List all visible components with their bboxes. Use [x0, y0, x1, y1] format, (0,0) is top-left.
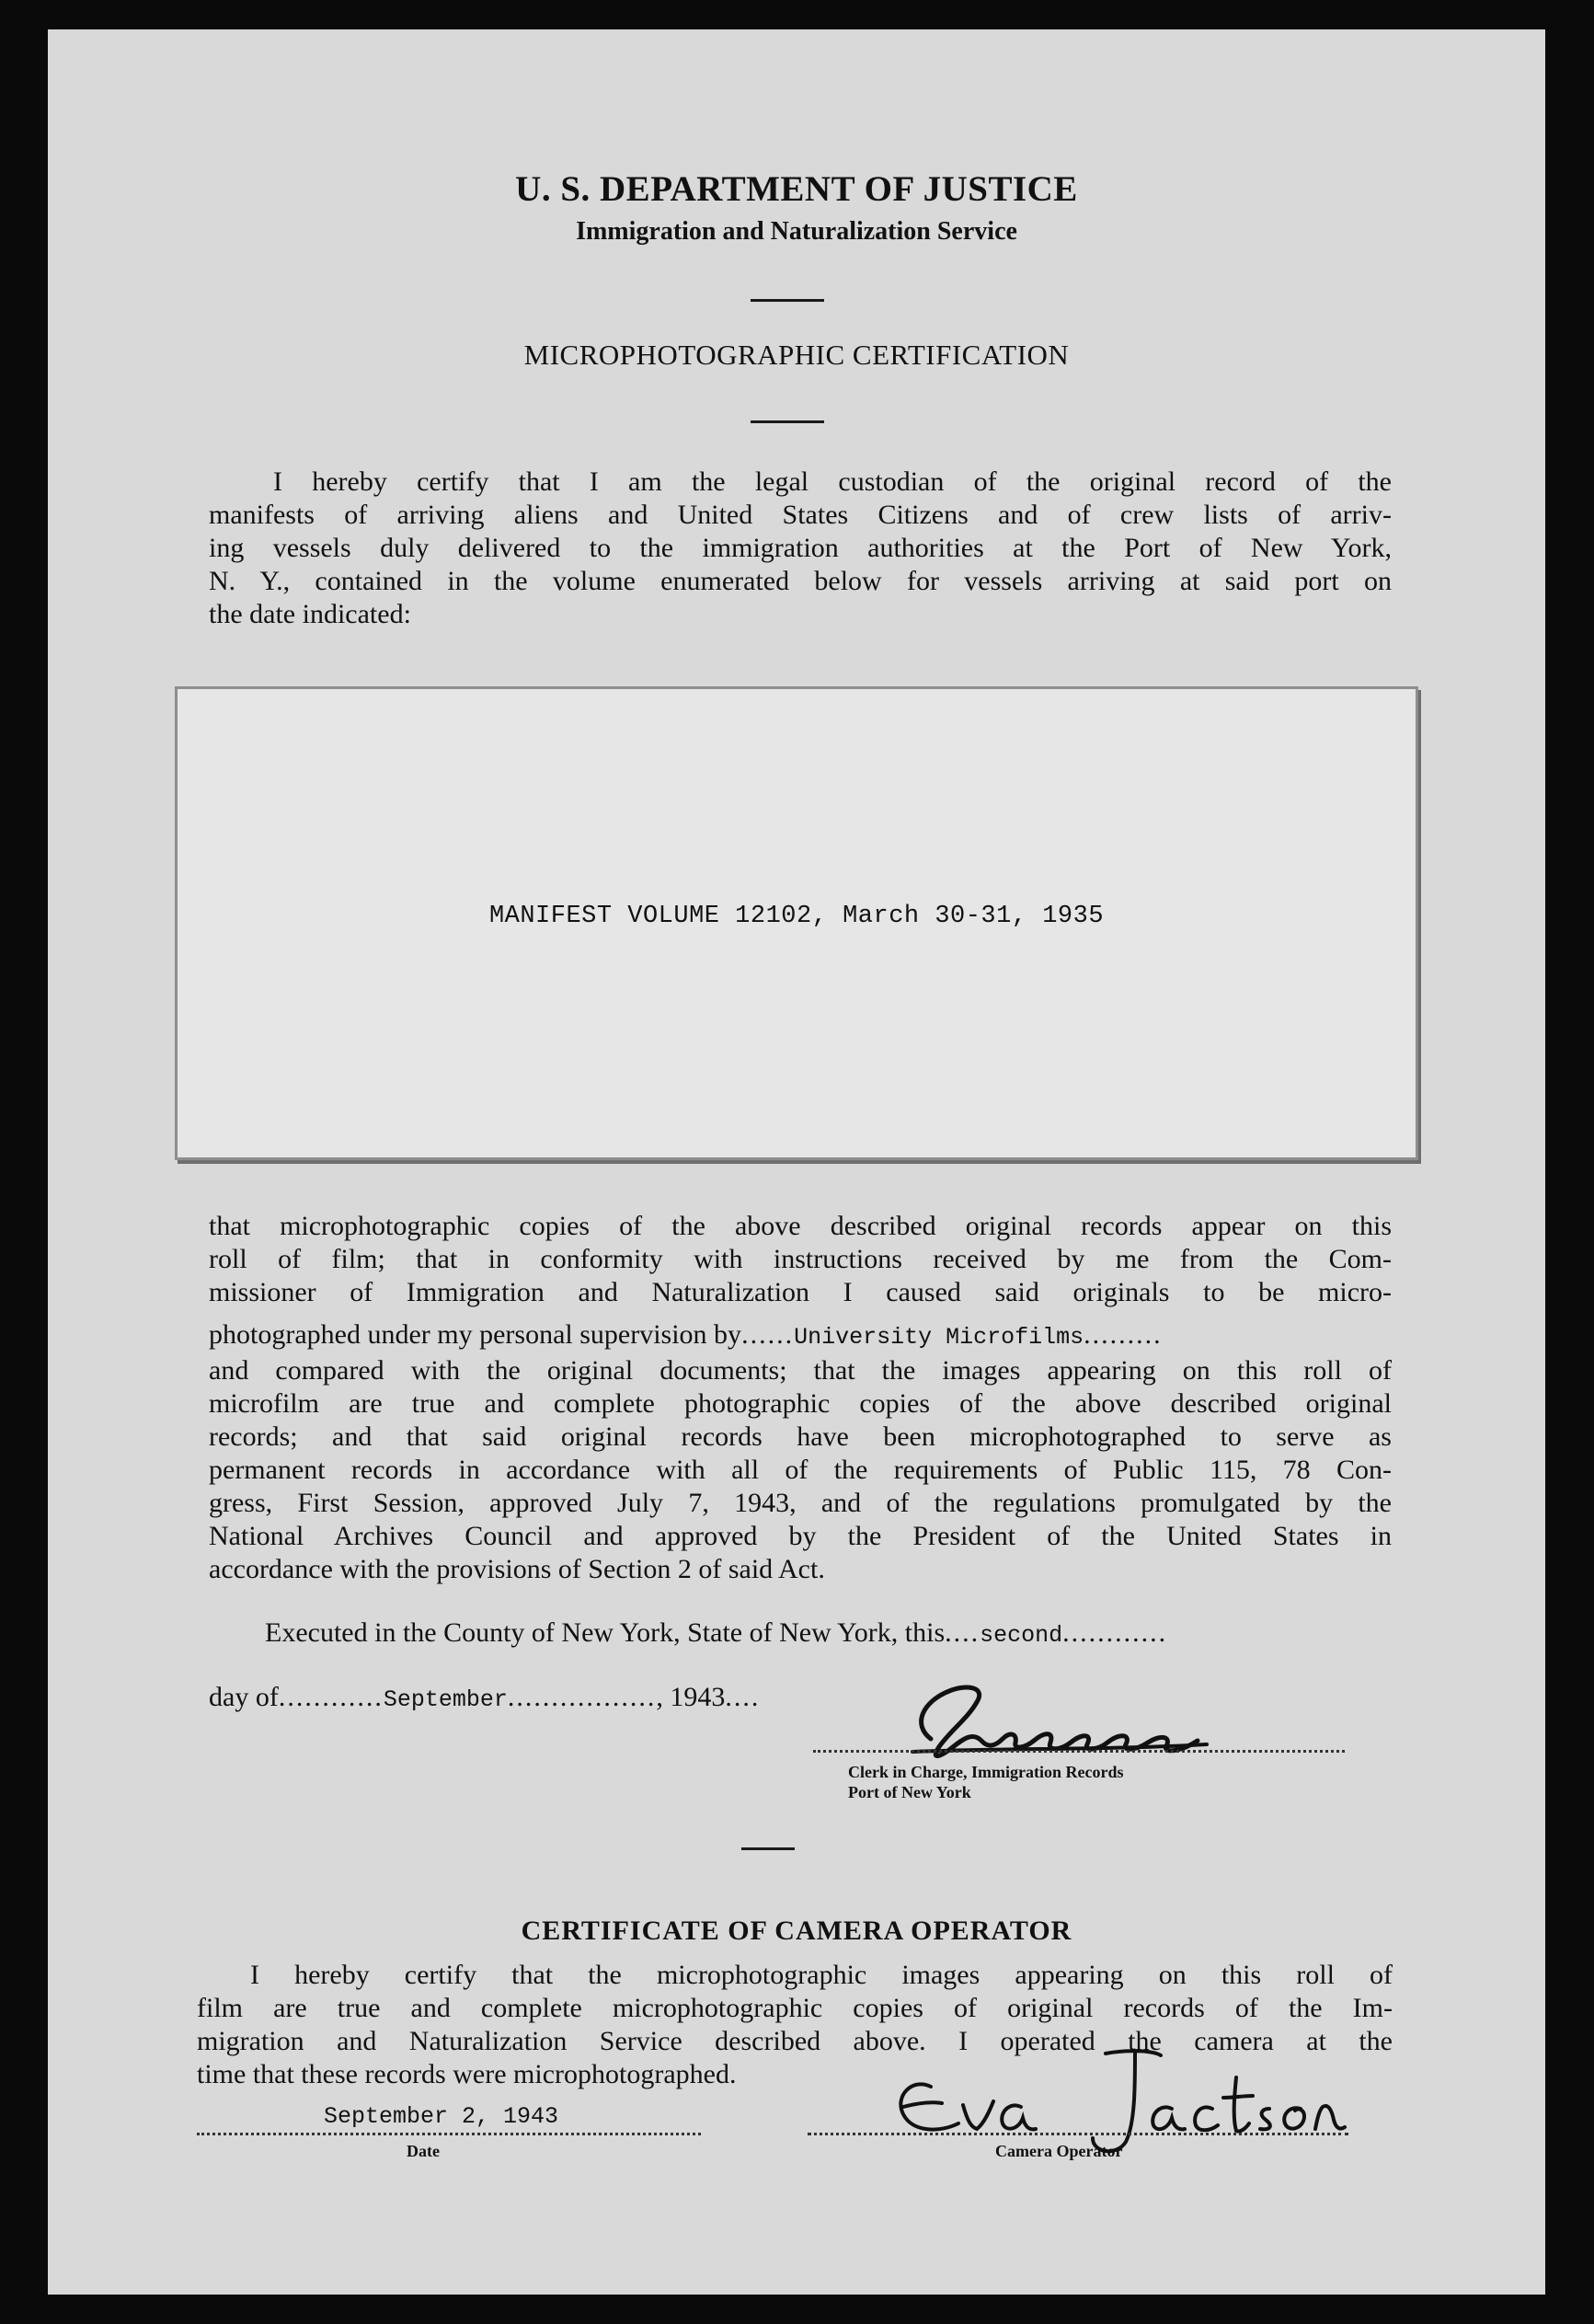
execution-prefix: Executed in the County of New York, State of New York, this — [265, 1617, 946, 1648]
body-line: permanent records in accordance with all of the requirements of Public 115, 78 Con- — [209, 1455, 1392, 1485]
operator-certificate-title: CERTIFICATE OF CAMERA OPERATOR — [521, 1916, 1072, 1946]
clerk-caption: Clerk in Charge, Immigration Records — [848, 1763, 1124, 1781]
dot-leader: .... — [945, 1617, 980, 1648]
clerk-signature — [820, 1674, 1336, 1776]
body-line: microfilm are true and complete photographic copies of the above described original — [209, 1388, 1392, 1419]
intro-paragraph — [209, 466, 1392, 631]
operator-date-typed: September 2, 1943 — [324, 2103, 559, 2130]
certification-title: MICROPHOTOGRAPHIC CERTIFICATION — [523, 339, 1070, 371]
body-line-filmer — [209, 1318, 1392, 1354]
body-paragraph — [209, 1210, 1392, 1586]
intro-line: N. Y., contained in the volume enumerated below for vessels arriving at said port on — [209, 566, 1392, 596]
intro-line: manifests of arriving aliens and United States Citizens and of crew lists of arriv- — [209, 500, 1392, 530]
execution-line — [265, 1617, 1167, 1649]
operator-line: I hereby certify that the microphotographic images appearing on this roll of — [250, 1960, 1393, 1990]
body-line: that microphotographic copies of the above described original records appear on this — [209, 1211, 1392, 1241]
body-line: gress, First Session, approved July 7, 1943, and of the regulations promulgated by the — [209, 1488, 1392, 1518]
date-line — [209, 1682, 760, 1713]
dot-leader: ...... — [741, 1319, 795, 1350]
clerk-caption-port: Port of New York — [848, 1783, 971, 1801]
date-signature-line — [197, 2133, 701, 2135]
year-label: , 1943 — [656, 1682, 726, 1712]
camera-operator-caption: Camera Operator — [995, 2142, 1123, 2160]
date-caption: Date — [407, 2142, 440, 2160]
intro-line: I hereby certify that I am the legal custodian of the original record of the — [273, 466, 1392, 497]
body-line: and compared with the original documents; that the images appearing on this roll of — [209, 1355, 1392, 1386]
dot-leader: ......... — [1084, 1319, 1163, 1350]
clerk-signature-line — [813, 1750, 1345, 1753]
certificate-page — [48, 29, 1545, 2295]
volume-card — [175, 686, 1418, 1160]
operator-line: migration and Naturalization Service described above. I operated the camera at the — [197, 2026, 1393, 2056]
department-heading: U. S. DEPARTMENT OF JUSTICE — [515, 169, 1078, 209]
intro-line: the date indicated: — [209, 599, 411, 629]
body-line: missioner of Immigration and Naturalization I caused said originals to be micro- — [209, 1277, 1392, 1307]
operator-line: time that these records were microphotographed. — [197, 2059, 737, 2089]
divider-rule — [741, 1847, 795, 1850]
body-line: roll of film; that in conformity with instructions received by me from the Com- — [209, 1244, 1392, 1274]
dot-leader: .... — [725, 1682, 761, 1712]
intro-line: ing vessels duly delivered to the immigration authorities at the Port of New York, — [209, 533, 1392, 563]
service-subheading: Immigration and Naturalization Service — [576, 217, 1017, 246]
operator-signature-line — [808, 2133, 1348, 2135]
dot-leader: ................. — [507, 1682, 657, 1712]
body-line: records; and that said original records have been microphotographed to serve as — [209, 1421, 1392, 1452]
divider-rule — [751, 299, 824, 302]
divider-rule — [751, 420, 824, 423]
month-typed-entry: September — [383, 1686, 508, 1713]
filmer-typed-entry: University Microfilms — [794, 1324, 1084, 1351]
operator-line: film are true and complete microphotographic copies of original records of the Im- — [197, 1993, 1393, 2023]
day-of-label: day of — [209, 1682, 279, 1712]
body-line: National Archives Council and approved by the President of the United States in — [209, 1521, 1392, 1551]
volume-description: MANIFEST VOLUME 12102, March 30-31, 1935 — [488, 903, 1105, 930]
dot-leader: ............ — [278, 1682, 384, 1712]
day-typed-entry: second — [980, 1622, 1063, 1649]
filmer-prefix: photographed under my personal supervision by — [209, 1319, 742, 1350]
dot-leader: ............ — [1062, 1617, 1168, 1648]
body-line: accordance with the provisions of Section 2 of said Act. — [209, 1554, 825, 1584]
